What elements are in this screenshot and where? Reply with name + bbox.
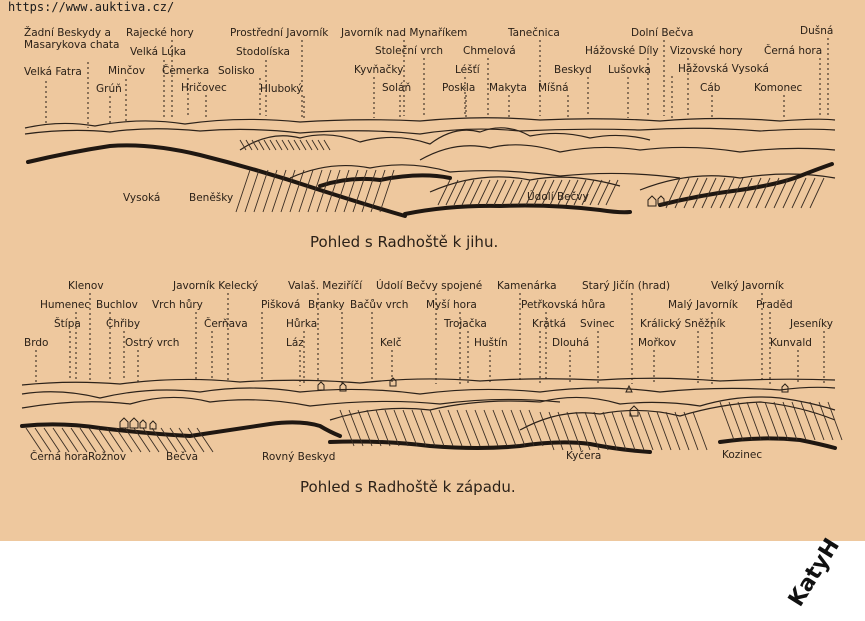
peak-label: Krátká (532, 318, 567, 330)
hatch-stroke (290, 170, 304, 212)
hatch-stroke (639, 412, 653, 450)
hatch-stroke (403, 410, 417, 446)
village-icon (648, 196, 664, 206)
peak-label: Huštín (474, 337, 508, 349)
hatch-stroke (666, 412, 680, 450)
hatch-stroke (236, 170, 250, 212)
panorama-west (22, 279, 842, 496)
peak-label: Vizovské hory (670, 45, 743, 57)
peak-label: Dušná (800, 25, 834, 37)
peak-label: Velký Javorník (711, 280, 784, 292)
peak-label: Poskla (442, 82, 476, 94)
peak-label: Kyvňačky (354, 64, 404, 76)
peak-label: Bačův vrch (350, 299, 409, 311)
hatch-stroke (258, 140, 264, 150)
hatch-stroke (457, 410, 471, 446)
peak-label: Kamenárka (497, 280, 557, 292)
peak-label: Údolí Bečvy spojené (376, 280, 483, 292)
foreground-label: Kyčera (566, 450, 602, 462)
peak-label: Černá hora (764, 45, 823, 57)
hatch-stroke (188, 428, 204, 452)
hatch-stroke (282, 140, 288, 150)
peak-label: Brdo (24, 337, 49, 349)
peak-label: Kunvald (770, 337, 812, 349)
peak-label: Štípa (54, 318, 81, 330)
hatch-stroke (475, 410, 489, 446)
hatch-stroke (324, 140, 330, 150)
hatch-stroke (684, 178, 698, 208)
peak-label: Minčov (108, 65, 146, 77)
hatch-stroke (502, 410, 516, 446)
hatch-stroke (263, 170, 277, 212)
peak-label: Petřkovská hůra (521, 299, 606, 311)
peak-label: Ostrý vrch (125, 337, 180, 349)
hatch-stroke (693, 178, 707, 208)
peak-label: Dlouhá (552, 337, 590, 349)
hatch-stroke (630, 412, 644, 450)
hatch-stroke (394, 410, 408, 446)
hatch-stroke (306, 140, 312, 150)
hatch-stroke (747, 402, 761, 440)
peak-label: Králický Sněžník (640, 318, 726, 330)
peak-label: Čemerka (162, 65, 210, 77)
peak-label: Hůrka (286, 318, 318, 330)
foreground-label: Kozinec (722, 449, 763, 461)
foreground-label: Bečva (166, 451, 199, 463)
peak-label: Valaš. Meziříčí (288, 280, 363, 292)
foreground-label: Vysoká (123, 192, 161, 204)
peak-label: Komonec (754, 82, 803, 94)
peak-label: Čerňava (204, 318, 248, 330)
hatch-stroke (421, 410, 435, 446)
hatch-stroke (693, 412, 707, 450)
peak-label: Rajecké hory (126, 27, 194, 39)
hatch-stroke (792, 402, 806, 440)
peak-label: Léšťí (455, 64, 480, 76)
peak-label: Chmelová (463, 45, 516, 57)
hatch-stroke (254, 170, 268, 212)
hatch-stroke (53, 428, 69, 452)
peak-label: Mořkov (638, 337, 677, 349)
hatch-stroke (738, 402, 752, 440)
hatch-stroke (720, 402, 734, 440)
hatch-stroke (828, 402, 842, 440)
hatch-stroke (344, 170, 358, 212)
peak-label: Žadní Beskydy a Masarykova chata (24, 27, 120, 51)
hatch-stroke (747, 178, 761, 208)
peak-label: Hričovec (181, 82, 227, 94)
peak-label: Beskyd (554, 64, 592, 76)
peak-label: Trojačka (444, 318, 487, 330)
hatch-stroke (35, 428, 51, 452)
peak-label: Velká Lúka (130, 46, 187, 58)
hatch-stroke (335, 170, 349, 212)
west-title: Pohled s Radhoště k západu. (300, 478, 516, 496)
hatch-stroke (493, 410, 507, 446)
hatch-stroke (264, 140, 270, 150)
peak-label: Klenov (68, 280, 104, 292)
hatch-stroke (675, 178, 689, 208)
foreground-label: Údolí Bečvy (527, 191, 589, 203)
peak-label: Stoleční vrch (375, 45, 443, 57)
hatch-stroke (466, 410, 480, 446)
hatch-stroke (62, 428, 78, 452)
hatch-stroke (294, 140, 300, 150)
hatch-stroke (152, 428, 168, 452)
peak-label: Buchlov (96, 299, 138, 311)
hatch-stroke (792, 178, 806, 208)
peak-label: Grúň (96, 83, 122, 95)
hatch-stroke (430, 410, 444, 446)
peak-label: Tanečnica (508, 27, 560, 39)
hatch-stroke (801, 402, 815, 440)
peak-label: Makyta (489, 82, 527, 94)
hatch-stroke (98, 428, 114, 452)
foreground-label: Rožnov (88, 451, 127, 463)
peak-label: Starý Jičín (hrad) (582, 280, 671, 292)
watermark-url: https://www.auktiva.cz/ (8, 0, 175, 14)
south-title: Pohled s Radhoště k jihu. (310, 233, 499, 251)
peak-label: Praděd (756, 299, 793, 311)
hatch-stroke (26, 428, 42, 452)
watermark-signature: KatyH (783, 534, 845, 612)
hatch-stroke (801, 178, 815, 208)
hatch-stroke (810, 178, 824, 208)
peak-label: Myší hora (426, 299, 477, 311)
hatch-stroke (288, 140, 294, 150)
hatch-stroke (448, 410, 462, 446)
hatch-stroke (299, 170, 313, 212)
peak-label: Chřiby (106, 318, 141, 330)
hatch-stroke (170, 428, 186, 452)
hatch-stroke (484, 410, 498, 446)
foreground-label: Černá hora (30, 451, 89, 463)
hatch-stroke (738, 178, 752, 208)
peak-label: Hážovská Vysoká (678, 63, 769, 75)
hatch-stroke (89, 428, 105, 452)
hatch-stroke (603, 412, 617, 450)
hatch-stroke (520, 410, 534, 446)
peak-label: Prostřední Javorník (230, 27, 329, 39)
peak-label: Cáb (700, 82, 721, 94)
peak-label: Javorník Kelecký (173, 280, 259, 292)
hatch-stroke (380, 170, 394, 212)
hatch-stroke (270, 140, 276, 150)
hatch-stroke (729, 402, 743, 440)
peak-label: Javorník nad Mynaříkem (341, 27, 468, 39)
hatch-stroke (621, 412, 635, 450)
hatch-stroke (312, 140, 318, 150)
peak-label: Dolní Bečva (631, 27, 694, 39)
peak-label: Jeseníky (790, 318, 833, 330)
hatch-stroke (439, 410, 453, 446)
hatch-stroke (657, 412, 671, 450)
hatch-stroke (810, 402, 824, 440)
hatch-stroke (756, 402, 770, 440)
hatch-stroke (756, 178, 770, 208)
hatch-stroke (161, 428, 177, 452)
peak-label: Solisko (218, 65, 255, 77)
hatch-stroke (412, 410, 426, 446)
foreground-label: Rovný Beskyd (262, 451, 336, 463)
hatch-stroke (318, 140, 324, 150)
peak-label: Láz (286, 337, 304, 349)
peak-label: Branky (308, 299, 345, 311)
hatch-stroke (684, 412, 698, 450)
hatch-stroke (179, 428, 195, 452)
hatch-stroke (371, 170, 385, 212)
hatch-stroke (245, 170, 259, 212)
hatch-stroke (276, 140, 282, 150)
hatch-stroke (80, 428, 96, 452)
peak-label: Lušovka (608, 64, 651, 76)
hatch-stroke (71, 428, 87, 452)
panorama-south (24, 25, 835, 251)
hatch-stroke (44, 428, 60, 452)
peak-label: Malý Javorník (668, 299, 738, 311)
peak-label: Vrch hůry (152, 299, 203, 311)
peak-label: Humenec (40, 299, 91, 311)
hatch-stroke (612, 412, 626, 450)
foreground-label: Beněšky (189, 192, 234, 204)
peak-label: Velká Fatra (24, 66, 82, 78)
peak-label: Soláň (382, 82, 412, 94)
peak-label: Kelč (380, 337, 402, 349)
hatch-stroke (648, 412, 662, 450)
peak-label: Stodolíska (236, 46, 290, 58)
hatch-stroke (765, 402, 779, 440)
peak-label: Svinec (580, 318, 615, 330)
hatch-stroke (300, 140, 306, 150)
hatch-stroke (246, 140, 252, 150)
peak-label: Pišková (261, 299, 301, 311)
hatch-stroke (774, 402, 788, 440)
peak-label: Hluboký (260, 83, 303, 95)
peak-label: Míšná (538, 82, 569, 94)
peak-label: Hážovské Díly (585, 45, 659, 57)
hatch-stroke (675, 412, 689, 450)
